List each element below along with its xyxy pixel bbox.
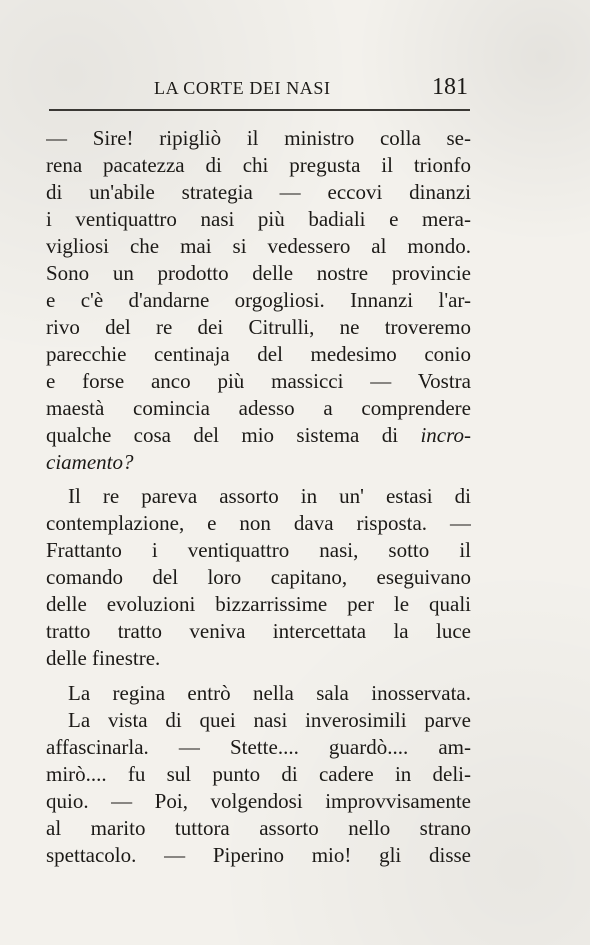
text-line xyxy=(46,341,471,368)
text-line xyxy=(46,645,471,672)
text-line-content: tratto tratto veniva intercettata la luce xyxy=(46,619,471,643)
text-line xyxy=(46,591,471,618)
text-line xyxy=(46,233,471,260)
text-line-italic: incro- xyxy=(420,423,471,447)
text-line xyxy=(46,510,471,537)
text-line xyxy=(46,680,471,707)
text-line xyxy=(46,564,471,591)
text-line-content: vigliosi che mai si vedessero al mondo. xyxy=(46,234,471,258)
text-line-content: spettacolo. — Piperino mio! gli disse xyxy=(46,843,471,867)
page-number: 181 xyxy=(432,74,468,100)
text-line-content: Il re pareva assorto in un' estasi di xyxy=(68,484,471,508)
text-line xyxy=(46,368,471,395)
text-line-content: parecchie centinaja del medesimo conio xyxy=(46,342,471,366)
text-line xyxy=(46,260,471,287)
text-line xyxy=(46,537,471,564)
text-line-content: La vista di quei nasi inverosimili parve xyxy=(68,708,471,732)
text-line xyxy=(46,395,471,422)
text-line xyxy=(46,287,471,314)
text-line-content: maestà comincia adesso a comprendere xyxy=(46,396,471,420)
text-line-content: delle evoluzioni bizzarrissime per le quali xyxy=(46,592,471,616)
text-line xyxy=(46,842,471,869)
page-header xyxy=(46,72,471,104)
text-line-content: e forse anco più massicci — Vostra xyxy=(46,369,471,393)
text-line-content: delle finestre. xyxy=(46,646,161,670)
text-line xyxy=(46,179,471,206)
text-line-content: mirò.... fu sul punto di cadere in deli- xyxy=(46,762,471,786)
text-line xyxy=(46,422,471,449)
text-line xyxy=(46,206,471,233)
text-line xyxy=(46,734,471,761)
text-line xyxy=(46,125,471,152)
text-line xyxy=(46,761,471,788)
text-line xyxy=(46,314,471,341)
text-line-content: La regina entrò nella sala inosservata. xyxy=(68,681,471,705)
text-line xyxy=(46,483,471,510)
text-line-content: comando del loro capitano, eseguivano xyxy=(46,565,471,589)
text-line xyxy=(46,788,471,815)
text-line-content: quio. — Poi, volgendosi improvvisamente xyxy=(46,789,471,813)
running-title: LA CORTE DEI NASI xyxy=(154,78,331,98)
text-line xyxy=(46,152,471,179)
text-line xyxy=(46,618,471,645)
text-line-content: — Sire! ripigliò il ministro colla se- xyxy=(46,126,471,150)
text-line-content: e c'è d'andarne orgogliosi. Innanzi l'ar- xyxy=(46,288,471,312)
header-rule xyxy=(49,109,470,111)
body-text xyxy=(46,125,471,865)
text-line-italic: ciamento? xyxy=(46,450,134,474)
text-line-content: Sono un prodotto delle nostre provincie xyxy=(46,261,471,285)
text-line-content: Frattanto i ventiquattro nasi, sotto il xyxy=(46,538,471,562)
text-line-content: qualche cosa del mio sistema di xyxy=(46,423,421,447)
text-line xyxy=(46,449,471,476)
text-line xyxy=(46,815,471,842)
text-line-content: al marito tuttora assorto nello strano xyxy=(46,816,471,840)
text-line-content: contemplazione, e non dava risposta. — xyxy=(46,511,471,535)
text-line xyxy=(46,707,471,734)
text-line-content: affascinarla. — Stette.... guardò.... am- xyxy=(46,735,471,759)
text-line-content: rivo del re dei Citrulli, ne troveremo xyxy=(46,315,471,339)
text-line-content: di un'abile strategia — eccovi dinanzi xyxy=(46,180,471,204)
text-line-content: i ventiquattro nasi più badiali e mera- xyxy=(46,207,471,231)
text-line-content: rena pacatezza di chi pregusta il trionfo xyxy=(46,153,471,177)
